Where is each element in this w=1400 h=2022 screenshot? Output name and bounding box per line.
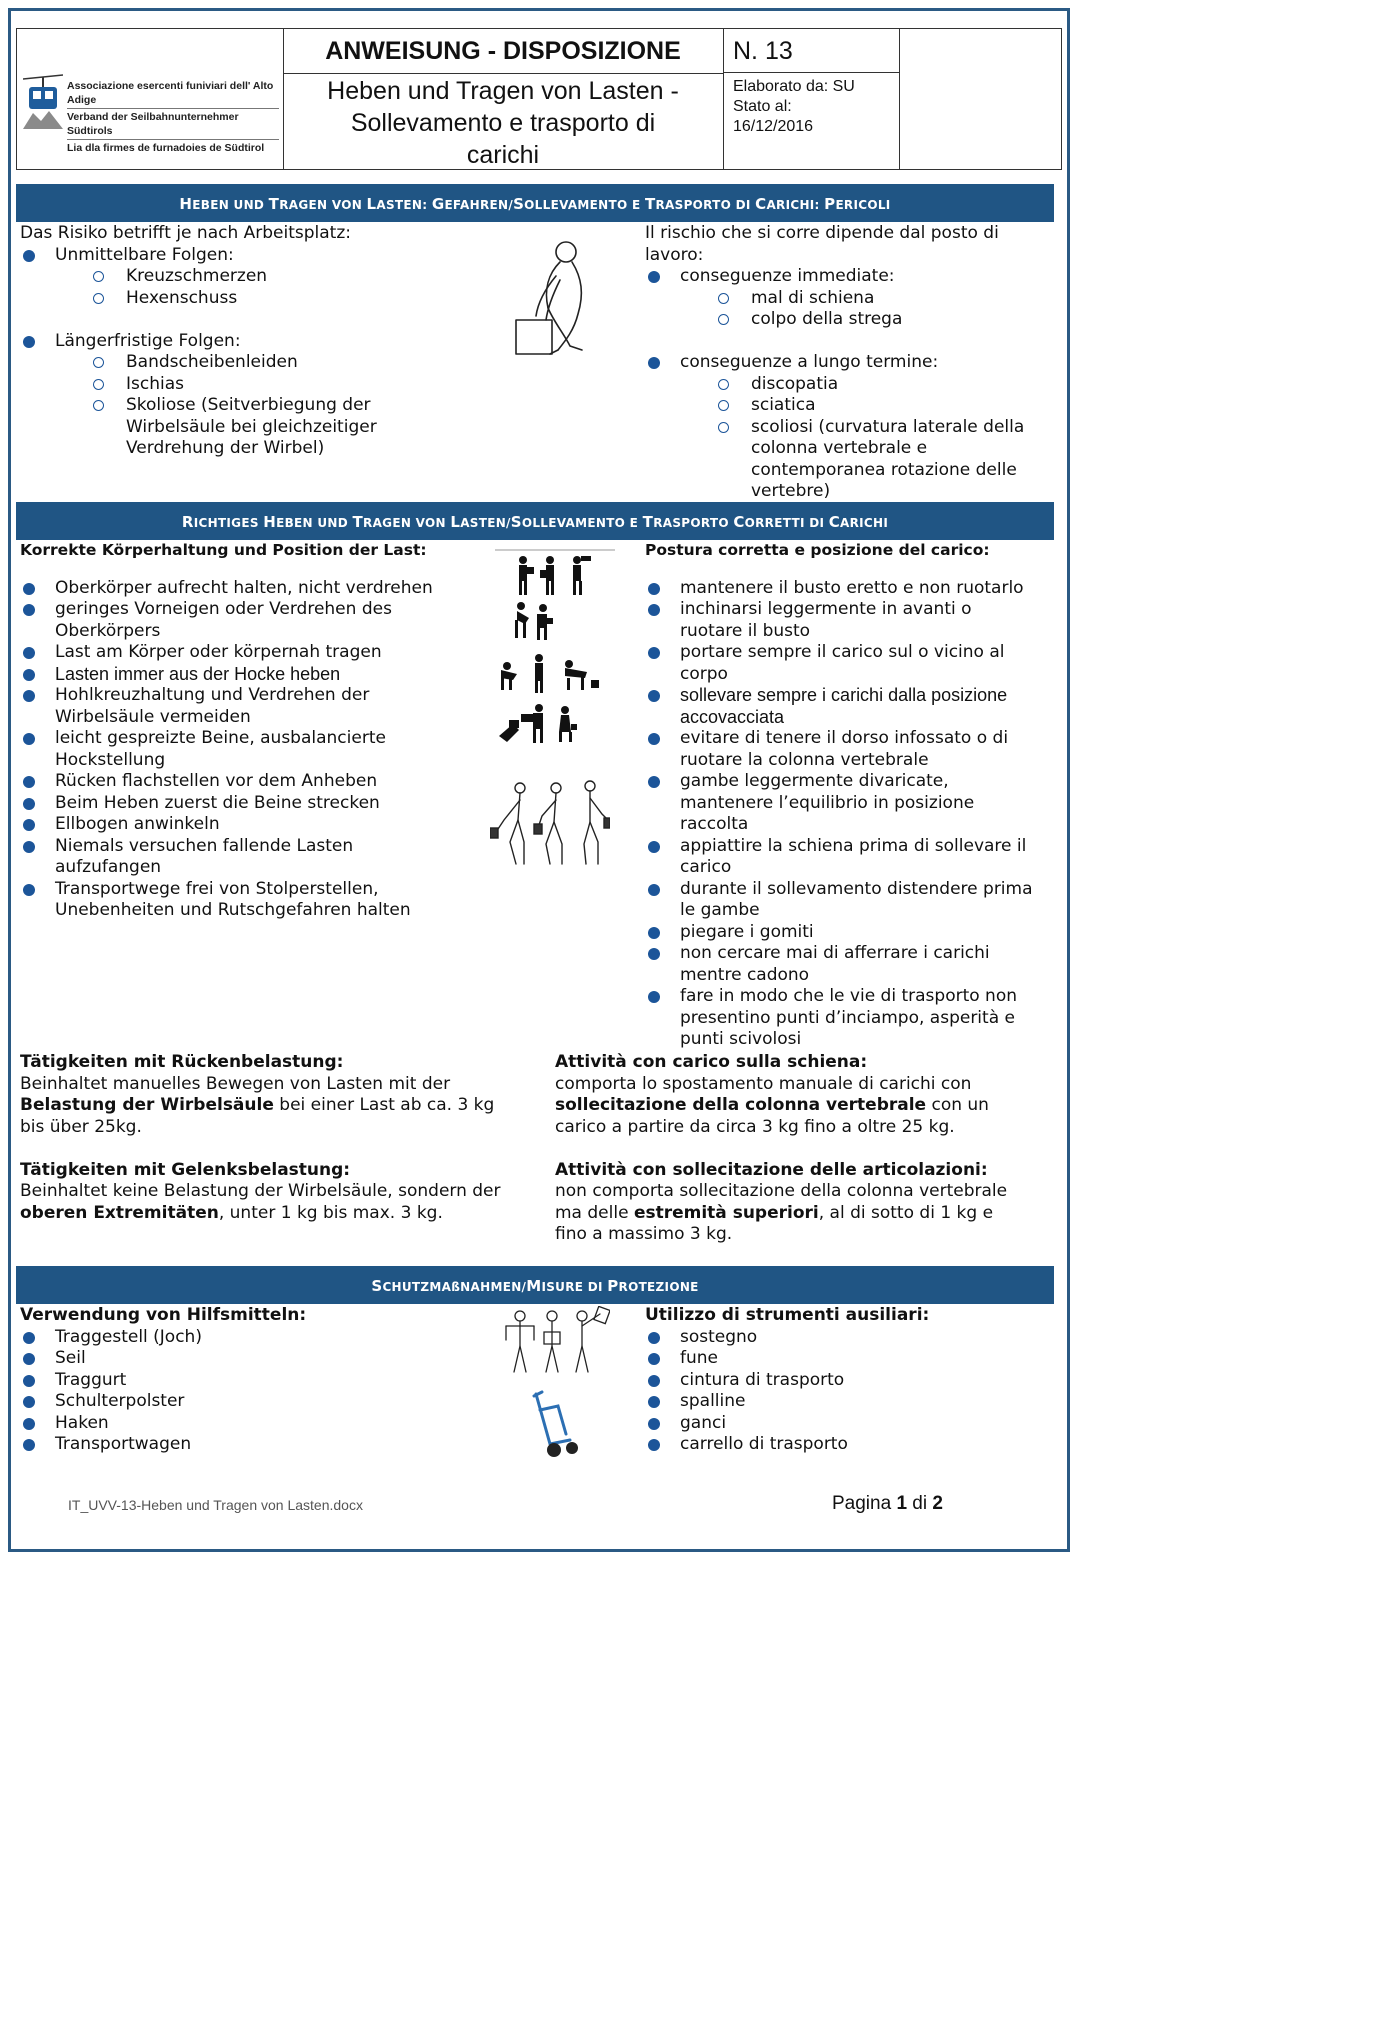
hand-truck-icon (528, 1390, 588, 1460)
list-item-continued: punti scivolosi (680, 1029, 802, 1049)
meta-status-label: Stato al: (733, 98, 792, 115)
subtitle-line: Sollevamento e trasporto di (350, 109, 656, 137)
list-item: fune (645, 1348, 1055, 1370)
list-item: evitare di tenere il dorso infossato o di (645, 728, 1060, 750)
subtitle-line: carichi (466, 141, 540, 169)
list-item: spalline (645, 1391, 1055, 1413)
list-item-continued: mantenere l’equilibrio in posizione (680, 792, 975, 813)
list-item: Transportwagen (20, 1434, 490, 1456)
list-item: Rücken flachstellen vor dem Anheben (20, 771, 500, 793)
spine-load-heading: Attività con carico sulla schiena: (555, 1052, 868, 1072)
list-item: Seil (20, 1348, 490, 1370)
list-item-continued: vertebre) (751, 481, 831, 501)
joint-load-text: fino a massimo 3 kg. (555, 1224, 733, 1244)
list-item-continued: ruotare la colonna vertebrale (680, 749, 929, 770)
list-item: sostegno (645, 1327, 1055, 1349)
list-item: Bandscheibenleiden (20, 352, 490, 374)
document-meta (733, 77, 855, 137)
joint-load-emphasis: oberen Extremitäten (20, 1202, 219, 1223)
list-item: Haken (20, 1413, 490, 1435)
list-item: conseguenze a lungo termine: (645, 352, 1055, 374)
section-bar-protection: SCHUTZMAßNAHMEN/MISURE DI PROTEZIONE (16, 1266, 1054, 1304)
hazards-de (20, 223, 490, 460)
list-item: Transportwege frei von Stolperstellen, (20, 879, 500, 901)
list-item: Kreuzschmerzen (20, 266, 490, 288)
list-item-continued: accovacciata (680, 706, 785, 727)
list-item: mal di schiena (645, 288, 1055, 310)
aids-heading: Utilizzo di strumenti ausiliari: (645, 1305, 930, 1325)
list-item: non cercare mai di afferrare i carichi (645, 943, 1060, 965)
list-item-continued: aufzufangen (55, 857, 162, 877)
spine-load-text: sollecitazione della colonna vertebrale con un (555, 1095, 989, 1115)
logo-line: Associazione esercenti funiviari dell' Alto Adige (67, 80, 274, 106)
list-item: sciatica (645, 395, 1055, 417)
list-item-continued: contemporanea rotazione delle (751, 459, 1017, 480)
stick-figures-illustration (490, 780, 610, 866)
spine-load-text: carico a partire da circa 3 kg fino a oltre 25 kg. (555, 1116, 955, 1137)
joint-load-text: ma delle estremità superiori, al di sotto di 1 kg e (555, 1202, 994, 1223)
list-item: Oberkörper aufrecht halten, nicht verdrehen (20, 578, 500, 600)
list-item-continued: presentino punti d’inciampo, asperità e (680, 1007, 1015, 1028)
correct-lifting-it-heading: Postura corretta e posizione del carico: (645, 541, 990, 559)
list-item: Längerfristige Folgen: (20, 331, 490, 353)
list-item: portare sempre il carico sul o vicino al (645, 642, 1060, 664)
list-item: inchinarsi leggermente in avanti o (645, 599, 1060, 621)
list-item: scoliosi (curvatura laterale della (645, 417, 1055, 439)
list-item: Lasten immer aus der Hocke heben (20, 664, 500, 686)
document-title: ANWEISUNG - DISPOSIZIONE (283, 29, 723, 74)
list-item: Ischias (20, 374, 490, 396)
section-bar-hazards: HEBEN UND TRAGEN VON LASTEN: GEFAHREN/SOLLEVAMENTO E TRASPORTO DI CARICHI: PERICOLI (16, 184, 1054, 222)
joint-load-heading: Tätigkeiten mit Gelenksbelastung: (20, 1159, 351, 1180)
list-item-continued: raccolta (680, 814, 749, 834)
list-item-continued: carico (680, 857, 732, 877)
list-item: Skoliose (Seitverbiegung der (20, 395, 490, 417)
section-bar-correct-lifting: RICHTIGES HEBEN UND TRAGEN VON LASTEN/SOLLEVAMENTO E TRASPORTO CORRETTI DI CARICHI (16, 502, 1054, 540)
spine-load-text: bis über 25kg. (20, 1116, 142, 1137)
association-logo (23, 73, 279, 154)
list-item: Ellbogen anwinkeln (20, 814, 500, 836)
list-item: Hohlkreuzhaltung und Verdrehen der (20, 685, 500, 707)
list-item: ganci (645, 1413, 1055, 1435)
list-item: piegare i gomiti (645, 922, 1060, 944)
list-item-continued: Oberkörpers (55, 620, 161, 641)
joint-load-emphasis: estremità superiori (633, 1202, 819, 1223)
list-item: Beim Heben zuerst die Beine strecken (20, 793, 500, 815)
list-item-continued: le gambe (680, 900, 760, 920)
joint-load-heading: Attività con sollecitazione delle articolazioni: (555, 1159, 988, 1180)
list-item: Hexenschuss (20, 288, 490, 310)
hazards-it (645, 223, 1055, 503)
logo-line: Lia dla firmes de furnadoies de Südtirol (67, 142, 265, 154)
list-item: Schulterpolster (20, 1391, 490, 1413)
spine-load-heading: Tätigkeiten mit Rückenbelastung: (20, 1052, 344, 1072)
subtitle-line: Heben und Tragen von Lasten - (327, 77, 679, 105)
joint-load-text: non comporta sollecitazione della colonna vertebrale (555, 1181, 1008, 1201)
load-types-de (20, 1052, 540, 1224)
aids-heading: Verwendung von Hilfsmitteln: (20, 1305, 307, 1325)
list-item-continued: Verdrehung der Wirbel) (126, 438, 325, 458)
hazards-it-intro: Il rischio che si corre dipende dal posto di (645, 223, 999, 243)
list-item-continued: corpo (680, 663, 728, 684)
logo-line: Verband der Seilbahnunternehmer Südtirols (67, 111, 239, 137)
list-item: carrello di trasporto (645, 1434, 1055, 1456)
list-item-continued: Hockstellung (55, 749, 166, 770)
list-item: conseguenze immediate: (645, 266, 1055, 288)
list-item-continued: Wirbelsäule bei gleichzeitiger (126, 416, 377, 437)
list-item: Unmittelbare Folgen: (20, 245, 490, 267)
joint-load-text: oberen Extremitäten, unter 1 kg bis max. 3 kg. (20, 1202, 443, 1223)
load-types-it (555, 1052, 1055, 1246)
footer-filename: IT_UVV-13-Heben und Tragen von Lasten.docx (68, 1497, 363, 1513)
list-item: sollevare sempre i carichi dalla posizione (645, 685, 1060, 707)
header-table (16, 28, 1062, 170)
footer-page-number: Pagina 1 di 2 (832, 1493, 943, 1514)
list-item: cintura di trasporto (645, 1370, 1055, 1392)
list-item: Traggurt (20, 1370, 490, 1392)
list-item: discopatia (645, 374, 1055, 396)
document-number: N. 13 (723, 29, 899, 73)
carrying-aids-illustration (500, 1306, 610, 1376)
list-item: Niemals versuchen fallende Lasten (20, 836, 500, 858)
list-item-continued: Unebenheiten und Rutschgefahren halten (55, 900, 411, 920)
list-item: colpo della strega (645, 309, 1055, 331)
list-item-continued: ruotare il busto (680, 620, 811, 641)
spine-load-emphasis: sollecitazione della colonna vertebrale (555, 1095, 927, 1115)
list-item-continued: mentre cadono (680, 964, 810, 985)
empty-cell (899, 29, 1061, 169)
list-item: Last am Körper oder körpernah tragen (20, 642, 500, 664)
meta-author: Elaborato da: SU (733, 78, 855, 95)
spine-load-text: comporta lo spostamento manuale di carichi con (555, 1073, 972, 1094)
list-item: Traggestell (Joch) (20, 1327, 490, 1349)
hazards-it-intro: lavoro: (645, 244, 704, 265)
list-item: appiattire la schiena prima di sollevare il (645, 836, 1060, 858)
correct-lifting-it (645, 540, 1060, 1051)
joint-load-text: Beinhaltet keine Belastung der Wirbelsäule, sondern der (20, 1181, 501, 1201)
list-item-continued: colonna vertebrale e (751, 438, 928, 458)
protection-it (645, 1305, 1055, 1456)
cable-car-icon (23, 73, 63, 129)
list-item: gambe leggermente divaricate, (645, 771, 1060, 793)
hazards-de-intro: Das Risiko betrifft je nach Arbeitsplatz: (20, 223, 352, 243)
meta-date: 16/12/2016 (733, 118, 814, 135)
list-item: durante il sollevamento distendere prima (645, 879, 1060, 901)
list-item: mantenere il busto eretto e non ruotarlo (645, 578, 1060, 600)
list-item: fare in modo che le vie di trasporto non (645, 986, 1060, 1008)
correct-lifting-de (20, 540, 500, 922)
list-item-continued: Wirbelsäule vermeiden (55, 706, 251, 727)
list-item: geringes Vorneigen oder Verdrehen des (20, 599, 500, 621)
spine-load-emphasis: Belastung der Wirbelsäule (20, 1095, 274, 1115)
protection-de (20, 1305, 490, 1456)
lifting-postures-pictogram (495, 548, 615, 748)
spine-load-text: Beinhaltet manuelles Bewegen von Lasten mit der (20, 1073, 451, 1094)
correct-lifting-de-heading: Korrekte Körperhaltung und Position der Last: (20, 541, 427, 559)
logo-text (67, 79, 279, 155)
spine-load-text: Belastung der Wirbelsäule bei einer Last ab ca. 3 kg (20, 1095, 495, 1115)
crouching-person-illustration (508, 232, 598, 362)
document-subtitle (283, 73, 723, 171)
list-item: leicht gespreizte Beine, ausbalancierte (20, 728, 500, 750)
